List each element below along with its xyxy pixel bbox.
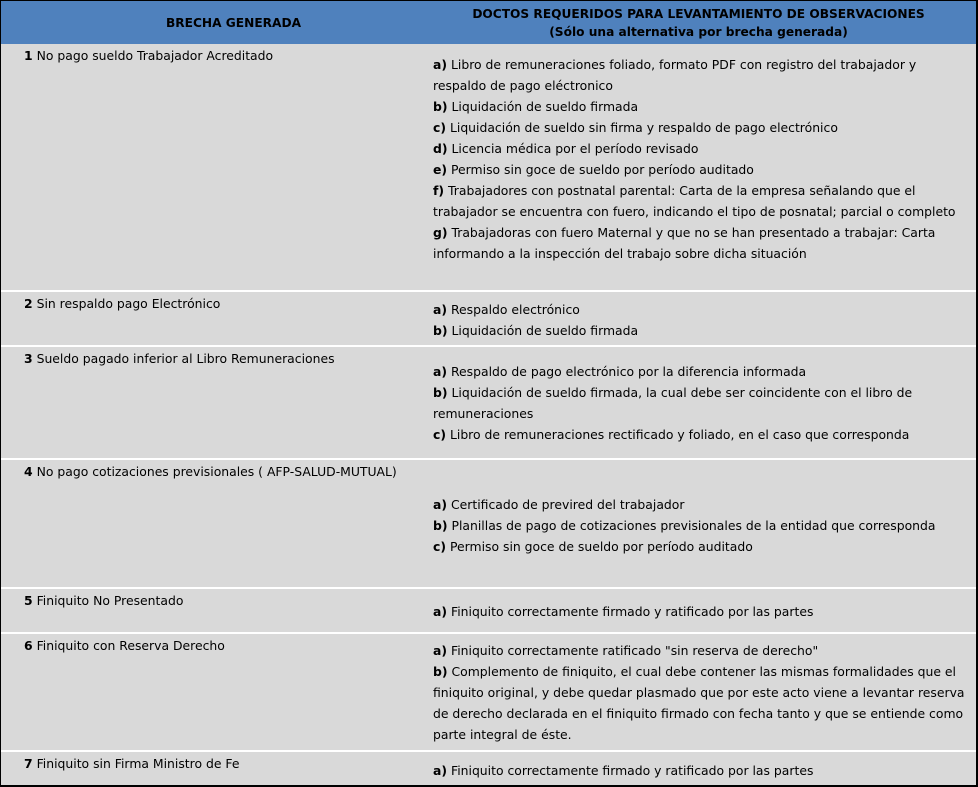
gap-cell	[24, 351, 335, 366]
doc-item	[433, 180, 968, 222]
docs-cell	[433, 601, 968, 622]
gap-cell	[24, 638, 225, 653]
doc-text: Libro de remuneraciones rectificado y foliado, en el caso que corresponda	[449, 427, 910, 442]
doc-item	[433, 760, 968, 781]
gap-number: 6	[24, 638, 33, 653]
table-header	[1, 1, 976, 44]
doc-text: Liquidación de sueldo firmada, la cual debe ser coincidente con el libro de remuneraciones	[433, 385, 913, 421]
doc-key: a)	[433, 604, 448, 619]
gap-text: Finiquito sin Firma Ministro de Fe	[36, 756, 240, 771]
doc-item	[433, 640, 968, 661]
doc-item	[433, 138, 968, 159]
header-docs-subtitle: (Sólo una alternativa por brecha generada)	[549, 25, 848, 39]
doc-text: Certificado de previred del trabajador	[450, 497, 685, 512]
doc-key: e)	[433, 162, 448, 177]
doc-item	[433, 54, 968, 96]
doc-item	[433, 424, 968, 445]
gap-cell	[24, 48, 273, 63]
doc-key: g)	[433, 225, 448, 240]
table-row	[1, 290, 976, 345]
table-row	[1, 458, 976, 587]
doc-key: f)	[433, 183, 445, 198]
gap-number: 3	[24, 351, 33, 366]
doc-text: Trabajadoras con fuero Maternal y que no se han presentado a trabajar: Carta informando a la inspección del trabajo sobre dicha situación	[433, 225, 936, 261]
gap-cell	[24, 296, 220, 311]
doc-text: Trabajadores con postnatal parental: Carta de la empresa señalando que el trabajador se encuentra con fuero, indicando el tipo de posnatal; parcial o completo	[433, 183, 956, 219]
gap-text: Finiquito No Presentado	[36, 593, 184, 608]
table-row	[1, 632, 976, 750]
doc-key: a)	[433, 763, 448, 778]
table-row	[1, 587, 976, 632]
doc-item	[433, 159, 968, 180]
doc-text: Complemento de finiquito, el cual debe contener las mismas formalidades que el finiquito original, y debe quedar plasmado que por este acto viene a levantar reserva de derecho declarada en el finiquito firmado con fecha tanto y que se entiende como parte integral de éste.	[433, 664, 965, 742]
doc-text: Finiquito correctamente ratificado "sin reserva de derecho"	[450, 643, 819, 658]
doc-key: c)	[433, 539, 447, 554]
gap-cell	[24, 464, 397, 479]
doc-key: d)	[433, 141, 448, 156]
gap-number: 4	[24, 464, 33, 479]
doc-key: a)	[433, 364, 448, 379]
gaps-documents-table	[1, 1, 976, 785]
doc-key: b)	[433, 518, 448, 533]
header-gap-column: BRECHA GENERADA	[165, 15, 302, 30]
doc-key: b)	[433, 323, 448, 338]
gap-number: 7	[24, 756, 33, 771]
doc-key: c)	[433, 120, 447, 135]
doc-text: Libro de remuneraciones foliado, formato PDF con registro del trabajador y respaldo de pago eléctronico	[433, 57, 917, 93]
doc-text: Planillas de pago de cotizaciones previsionales de la entidad que corresponda	[451, 518, 936, 533]
doc-text: Respaldo de pago electrónico por la diferencia informada	[450, 364, 807, 379]
doc-key: a)	[433, 497, 448, 512]
doc-key: c)	[433, 427, 447, 442]
gap-text: Sin respaldo pago Electrónico	[36, 296, 221, 311]
doc-text: Liquidación de sueldo firmada	[451, 99, 639, 114]
docs-cell	[433, 361, 968, 445]
table-row	[1, 345, 976, 458]
gap-cell	[24, 756, 240, 771]
gap-text: No pago cotizaciones previsionales ( AFP-SALUD-MUTUAL)	[36, 464, 397, 479]
docs-cell	[433, 299, 968, 341]
doc-key: b)	[433, 664, 448, 679]
doc-text: Licencia médica por el período revisado	[451, 141, 699, 156]
doc-item	[433, 96, 968, 117]
doc-text: Permiso sin goce de sueldo por período auditado	[451, 162, 754, 177]
doc-key: a)	[433, 57, 448, 72]
doc-item	[433, 320, 968, 341]
gap-number: 5	[24, 593, 33, 608]
doc-item	[433, 222, 968, 264]
gap-text: Sueldo pagado inferior al Libro Remuneraciones	[36, 351, 335, 366]
gap-number: 2	[24, 296, 33, 311]
doc-text: Finiquito correctamente firmado y ratificado por las partes	[450, 604, 814, 619]
docs-cell	[433, 54, 968, 264]
doc-item	[433, 601, 968, 622]
doc-text: Liquidación de sueldo sin firma y respaldo de pago electrónico	[449, 120, 838, 135]
doc-item	[433, 494, 968, 515]
docs-cell	[433, 640, 968, 745]
doc-text: Permiso sin goce de sueldo por período auditado	[449, 539, 753, 554]
doc-text: Respaldo electrónico	[450, 302, 580, 317]
gap-cell	[24, 593, 183, 608]
gap-number: 1	[24, 48, 33, 63]
doc-item	[433, 117, 968, 138]
doc-key: b)	[433, 385, 448, 400]
table-row	[1, 750, 976, 785]
doc-item	[433, 361, 968, 382]
doc-item	[433, 299, 968, 320]
doc-item	[433, 515, 968, 536]
docs-cell	[433, 760, 968, 781]
doc-text: Finiquito correctamente firmado y ratificado por las partes	[450, 763, 814, 778]
header-docs-column	[421, 5, 976, 41]
doc-item	[433, 661, 968, 745]
gap-text: Finiquito con Reserva Derecho	[36, 638, 225, 653]
doc-key: a)	[433, 643, 448, 658]
doc-key: b)	[433, 99, 448, 114]
doc-text: Liquidación de sueldo firmada	[451, 323, 639, 338]
table-row	[1, 44, 976, 290]
doc-item	[433, 536, 968, 557]
docs-cell	[433, 494, 968, 557]
doc-item	[433, 382, 968, 424]
gap-text: No pago sueldo Trabajador Acreditado	[36, 48, 274, 63]
header-docs-title: DOCTOS REQUERIDOS PARA LEVANTAMIENTO DE OBSERVACIONES	[472, 7, 925, 21]
doc-key: a)	[433, 302, 448, 317]
